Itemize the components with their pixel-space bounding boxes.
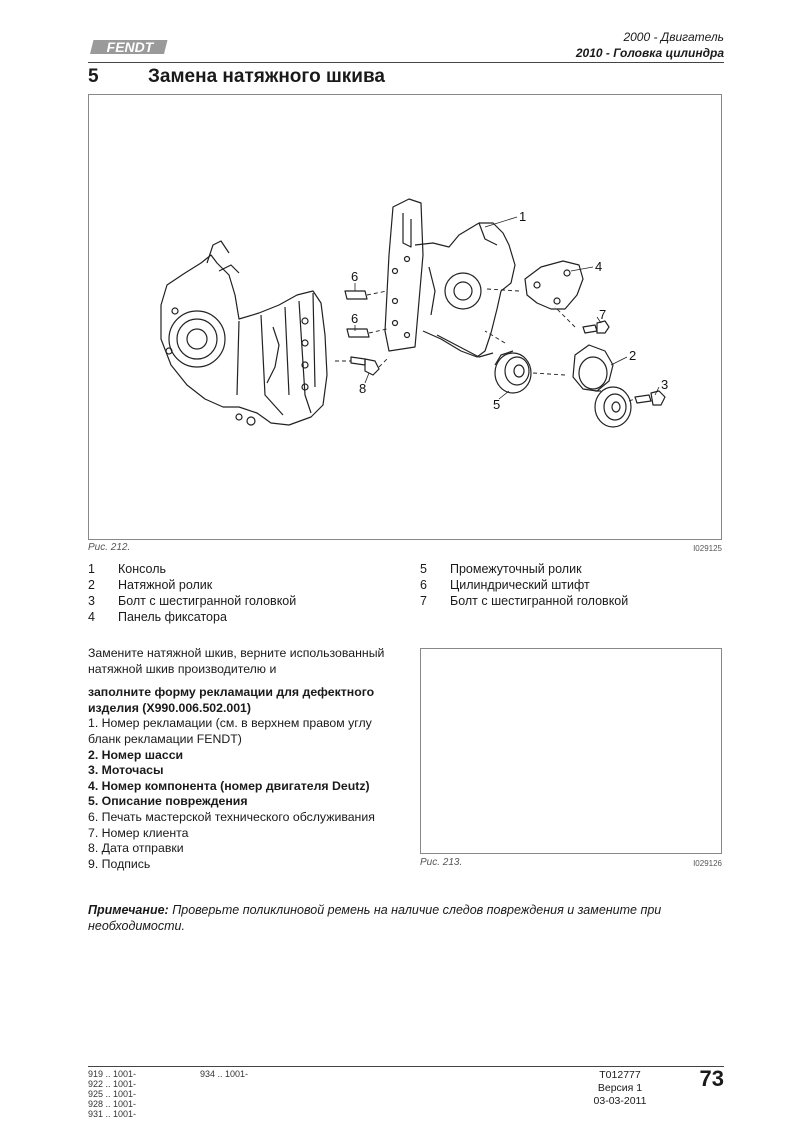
note-text: Проверьте поликлиновой ремень на наличие следов повреждения и замените при необходимости. xyxy=(88,903,662,933)
bolt-8-drawing xyxy=(351,357,379,375)
tensioner-roller-drawing xyxy=(573,345,631,427)
serial-range: 928 .. 1001- xyxy=(88,1099,137,1109)
form-item: 2. Номер шасси xyxy=(88,747,184,762)
form-item: 1. Номер рекламации (см. в верхнем правом углу бланк рекламации FENDT) xyxy=(88,716,372,746)
legend-text: Промежуточный ролик xyxy=(450,562,582,576)
figure-212-ref: I029125 xyxy=(693,544,722,553)
fendt-logo xyxy=(88,38,168,56)
body-text xyxy=(88,646,390,872)
legend-text: Цилиндрический штифт xyxy=(450,578,590,592)
callout-6b: 6 xyxy=(351,311,359,326)
figure-212-caption: Рис. 212. xyxy=(88,542,131,553)
legend-number: 2 xyxy=(88,578,95,592)
legend-item xyxy=(88,610,388,626)
callout-5: 5 xyxy=(493,397,501,412)
legend-left xyxy=(88,562,388,632)
callout-8: 8 xyxy=(359,381,367,396)
header-chapter: 2000 - Двигатель xyxy=(623,30,724,44)
serial-range: 925 .. 1001- xyxy=(88,1089,137,1099)
legend-number: 1 xyxy=(88,562,95,576)
legend-number: 7 xyxy=(420,594,427,608)
form-item: 8. Дата отправки xyxy=(88,841,184,856)
legend-item xyxy=(420,578,720,594)
callout-7: 7 xyxy=(599,307,607,322)
serial-range: 934 .. 1001- xyxy=(200,1069,249,1079)
legend-number: 5 xyxy=(420,562,427,576)
legend-item xyxy=(88,594,388,610)
callout-2: 2 xyxy=(629,348,637,363)
form-item: 5. Описание повреждения xyxy=(88,794,248,809)
form-item: 4. Номер компонента (номер двигателя Deutz) xyxy=(88,778,370,793)
section-title: Замена натяжного шкива xyxy=(148,66,385,87)
legend-item xyxy=(88,562,388,578)
section-number: 5 xyxy=(88,66,99,87)
figure-213-frame xyxy=(420,648,722,854)
callout-4: 4 xyxy=(595,259,603,274)
figure-212-frame xyxy=(88,94,722,540)
note-label: Примечание: xyxy=(88,903,169,917)
callout-3: 3 xyxy=(661,377,669,392)
form-item: 6. Печать мастерской технического обслуживания xyxy=(88,809,375,824)
header-subchapter: 2010 - Головка цилиндра xyxy=(575,46,724,60)
legend-number: 6 xyxy=(420,578,427,592)
callout-6a: 6 xyxy=(351,269,359,284)
callout-1: 1 xyxy=(519,209,527,224)
form-item: 9. Подпись xyxy=(88,856,151,871)
doc-info xyxy=(580,1069,660,1108)
serials-col1 xyxy=(88,1069,136,1119)
legend-right xyxy=(420,562,720,616)
doc-number: T012777 xyxy=(599,1069,641,1081)
legend-item xyxy=(420,562,720,578)
legend-text: Консоль xyxy=(118,562,167,576)
form-heading: заполните форму рекламации для дефектного изделия (X990.006.502.001) xyxy=(88,685,375,715)
retainer-panel-drawing xyxy=(525,261,583,309)
note xyxy=(88,902,724,934)
legend-text: Болт с шестигранной головкой xyxy=(118,594,297,608)
header-rule xyxy=(88,62,724,63)
figure-213-caption: Рис. 213. xyxy=(420,857,463,868)
doc-date: 03-03-2011 xyxy=(593,1095,647,1107)
legend-item xyxy=(420,594,720,610)
legend-number: 4 xyxy=(88,610,95,624)
console-bracket-drawing xyxy=(385,199,515,357)
legend-text: Натяжной ролик xyxy=(118,578,213,592)
engine-housing-drawing xyxy=(161,241,327,425)
legend-number: 3 xyxy=(88,594,95,608)
serial-range: 919 .. 1001- xyxy=(88,1069,137,1079)
doc-version: Версия 1 xyxy=(597,1082,643,1094)
intro-paragraph: Замените натяжной шкив, верните использованный натяжной шкив производителю и xyxy=(88,646,385,676)
bolt-7-drawing xyxy=(583,321,609,333)
form-item: 3. Моточасы xyxy=(88,763,164,778)
legend-item xyxy=(88,578,388,594)
serial-range: 922 .. 1001- xyxy=(88,1079,137,1089)
legend-text: Панель фиксатора xyxy=(118,610,227,624)
footer-rule xyxy=(88,1066,724,1067)
serials-col2 xyxy=(200,1069,248,1079)
idler-roller-drawing xyxy=(495,351,531,393)
bolt-3-drawing xyxy=(635,391,665,405)
exploded-view-illustration xyxy=(89,95,721,539)
form-item: 7. Номер клиента xyxy=(88,825,189,840)
figure-213-ref: I029126 xyxy=(693,859,722,868)
serial-range: 931 .. 1001- xyxy=(88,1109,137,1119)
logo-text: FENDT xyxy=(106,39,154,55)
page-number: 73 xyxy=(699,1066,724,1091)
legend-text: Болт с шестигранной головкой xyxy=(450,594,629,608)
